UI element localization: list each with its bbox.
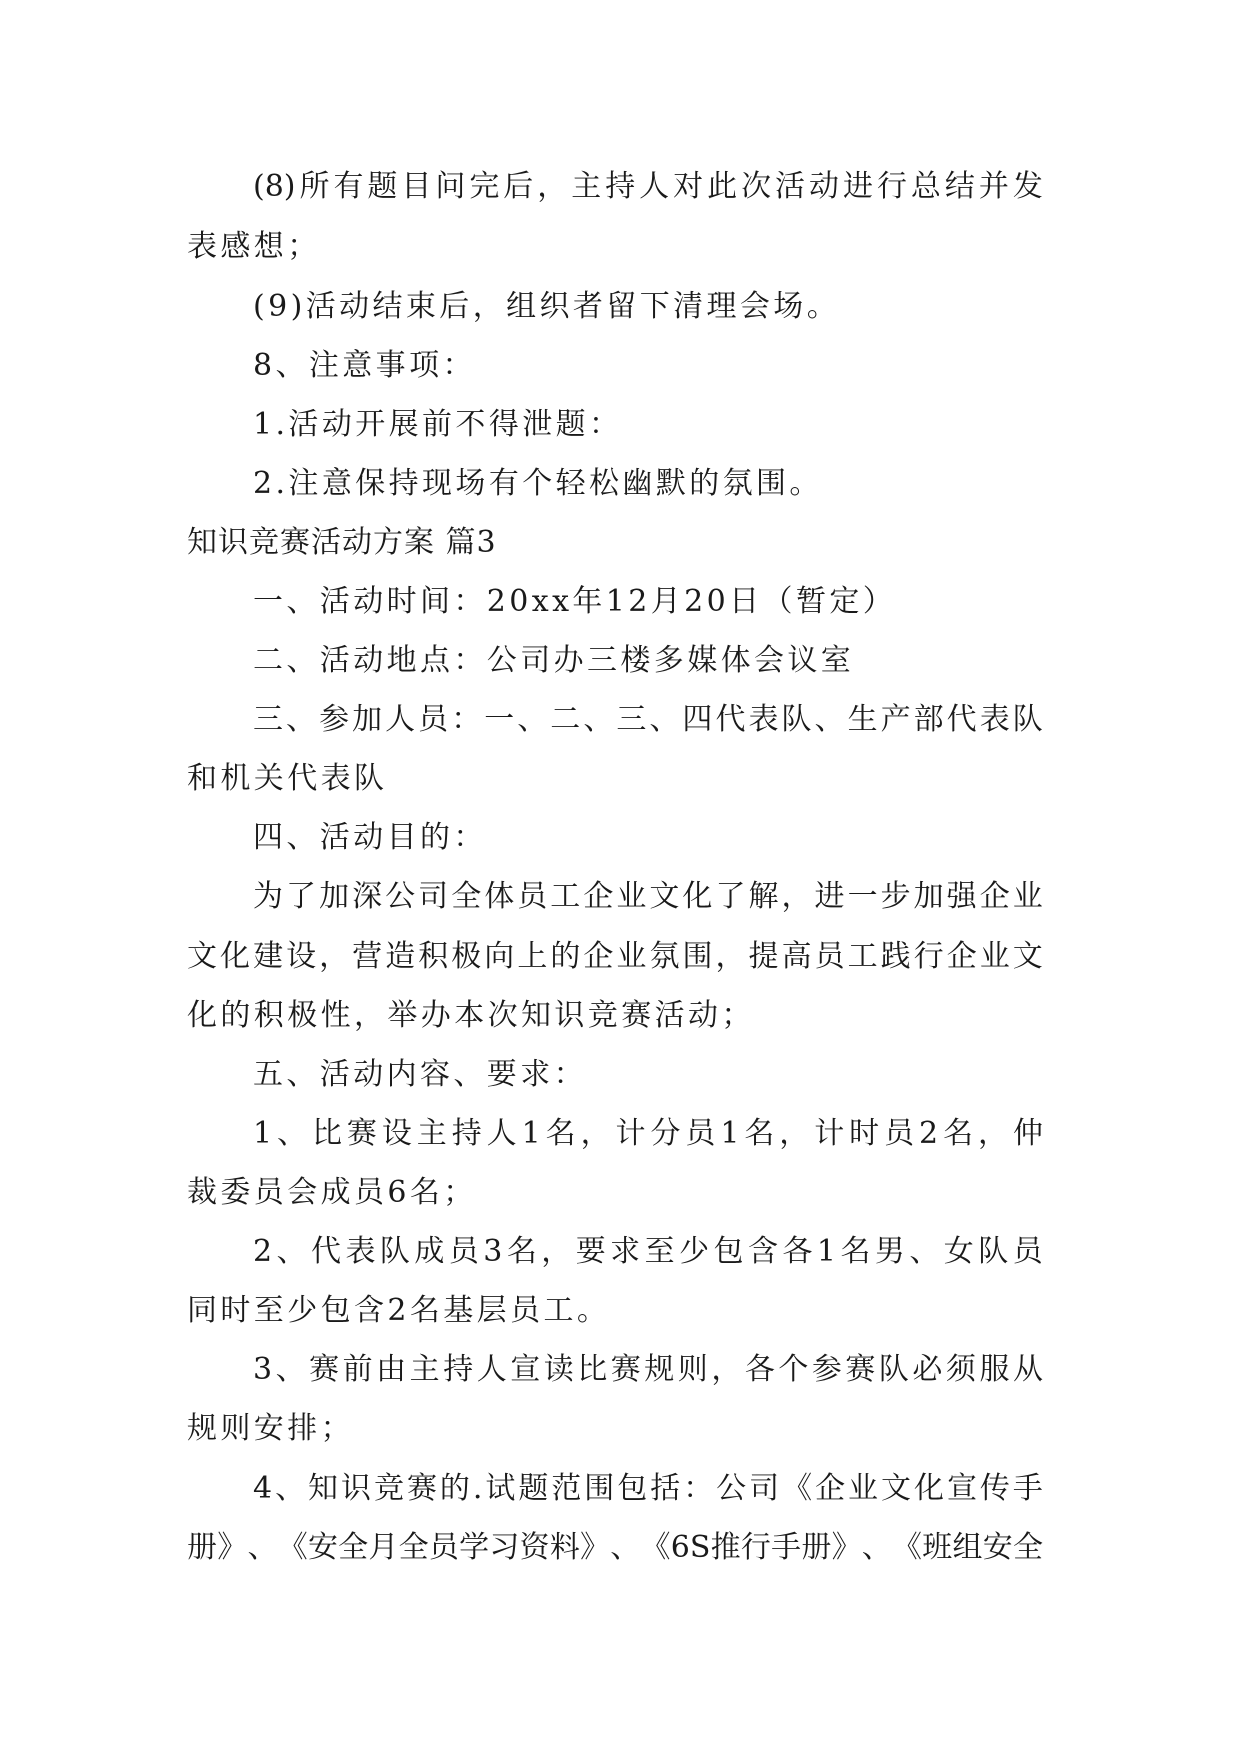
list-item: 2.注意保持现场有个轻松幽默的氛围。 <box>253 466 823 501</box>
paragraph-line: 三 、 参 加 人 员 ： 一 、 二 、 三 、 四 代 表 队 、 生 产 部 代 表 队 <box>253 702 1043 737</box>
paragraph-line: 同时至少包含2名基层员工。 <box>187 1293 611 1328</box>
paragraph-line: 一、活动时间：20xx年12月20日（暂定） <box>253 584 897 619</box>
paragraph-line: 2 、 代 表 队 成 员 3 名 ， 要 求 至 少 包 含 各 1 名 男 、 女 队 员 <box>253 1234 1043 1269</box>
paragraph-line: 和机关代表队 <box>187 761 388 796</box>
paragraph-line: 裁委员会成员6名； <box>187 1175 477 1210</box>
paragraph-line: 规则安排； <box>187 1411 354 1446</box>
paragraph-line: 册 》 、 《 安 全 月 全 员 学 习 资 料 》 、 《 6S 推 行 手 册 》 、 《 班 组 安 全 <box>187 1530 1043 1565</box>
paragraph-line: 表感想； <box>187 229 321 264</box>
paragraph-line: 3 、 赛 前 由 主 持 人 宣 读 比 赛 规 则 ， 各 个 参 赛 队 必 须 服 从 <box>253 1352 1043 1387</box>
section-heading: 四、活动目的： <box>253 820 487 855</box>
list-item: 1.活动开展前不得泄题： <box>253 407 623 442</box>
paragraph-line: 化的积极性，举办本次知识竞赛活动； <box>187 998 755 1033</box>
paragraph-line: 文 化 建 设 ， 营 造 积 极 向 上 的 企 业 氛 围 ， 提 高 员 工 践 行 企 业 文 <box>187 939 1043 974</box>
paragraph-line: 为 了 加 深 公 司 全 体 员 工 企 业 文 化 了 解 ， 进 一 步 加 强 企 业 <box>253 879 1043 914</box>
paragraph-line: 4 、 知 识 竞 赛 的 . 试 题 范 围 包 括 ： 公 司 《 企 业 文 化 宣 传 手 <box>253 1471 1043 1506</box>
section-heading: 五、活动内容、要求： <box>253 1057 587 1092</box>
section-heading: 8、注意事项： <box>253 348 476 383</box>
paragraph-line: (8) 所 有 题 目 问 完 后 ， 主 持 人 对 此 次 活 动 进 行 总 结 并 发 <box>253 169 1043 204</box>
paragraph-line: 二、活动地点：公司办三楼多媒体会议室 <box>253 643 855 678</box>
paragraph-line: 1 、 比 赛 设 主 持 人 1 名 ， 计 分 员 1 名 ， 计 时 员 2 名 ， 仲 <box>253 1116 1043 1151</box>
paragraph-line: (9)活动结束后，组织者留下清理会场。 <box>253 289 841 324</box>
document-heading: 知识竞赛活动方案 篇3 <box>187 525 497 560</box>
